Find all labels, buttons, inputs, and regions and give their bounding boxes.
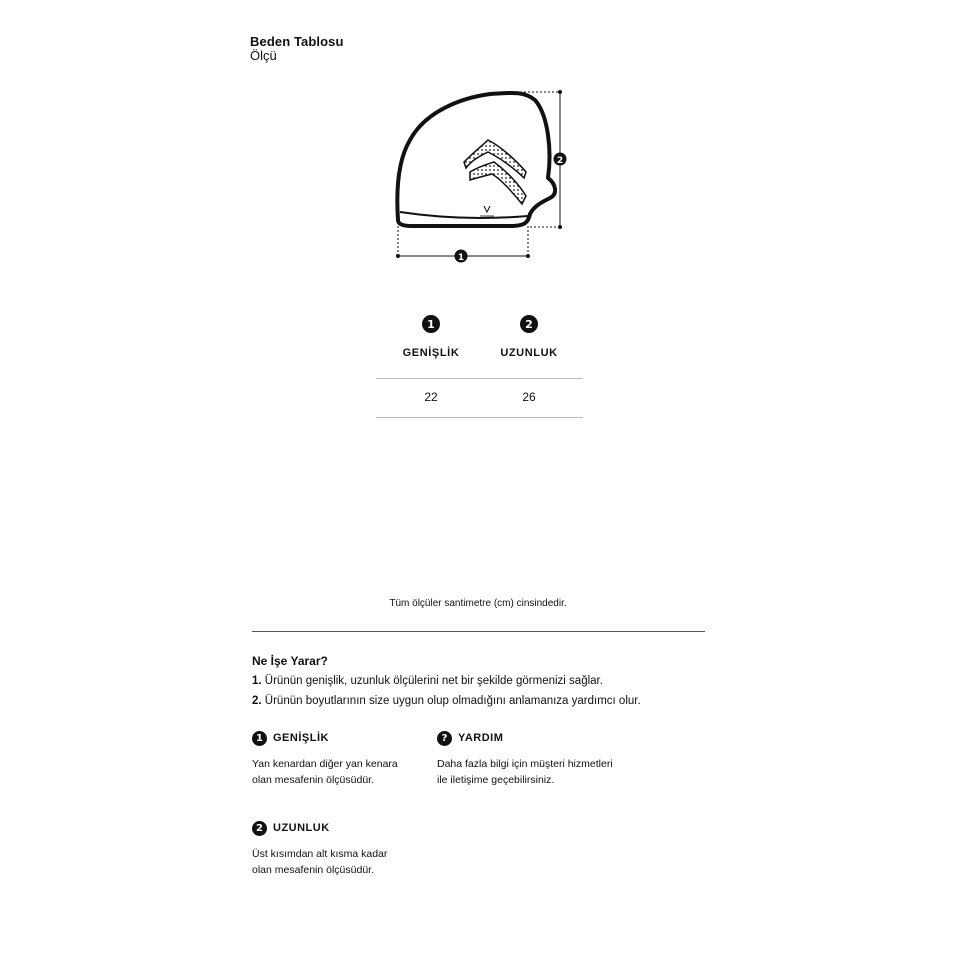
width-section-badge: 1: [252, 731, 267, 746]
length-section-title: UZUNLUK: [273, 822, 330, 834]
section-divider: [252, 631, 705, 632]
svg-text:1: 1: [457, 253, 465, 263]
page-title: Beden Tablosu: [250, 34, 344, 49]
width-marker: [455, 250, 468, 264]
width-section-description: Yan kenardan diğer yan kenara olan mesafenin ölçüsüdür.: [252, 758, 398, 786]
length-value: 26: [522, 390, 536, 404]
width-column-header: GENİŞLİK: [402, 347, 460, 359]
length-column-header: UZUNLUK: [500, 347, 558, 359]
help-section-description: Daha fazla bilgi için müşteri hizmetleri ile iletişime geçebilirsiniz.: [437, 758, 613, 786]
height-marker: [554, 153, 567, 167]
help-section-title: YARDIM: [458, 732, 504, 744]
info-item: 1. Ürünün genişlik, uzunluk ölçülerini net bir şekilde görmenizi sağlar.: [252, 675, 603, 687]
info-title: Ne İşe Yarar?: [252, 654, 328, 668]
width-column-badge: 1: [422, 315, 440, 333]
width-section-title: GENİŞLİK: [273, 732, 329, 744]
length-section-badge: 2: [252, 821, 267, 836]
table-divider-top: [376, 378, 583, 379]
page-subtitle: Ölçü: [250, 48, 277, 63]
length-section-description: Üst kısımdan alt kısma kadar olan mesafenin ölçüsüdür.: [252, 848, 388, 876]
table-divider-bottom: [376, 417, 583, 418]
length-column-badge: 2: [520, 315, 538, 333]
svg-text:2: 2: [556, 156, 564, 166]
width-value: 22: [424, 390, 438, 404]
beanie-outline: [397, 93, 555, 226]
help-icon: ?: [437, 731, 452, 746]
info-item: 2. Ürünün boyutlarının size uygun olup olmadığını anlamanıza yardımcı olur.: [252, 695, 641, 707]
beanie-diagram: [380, 80, 590, 270]
unit-note: Tüm ölçüler santimetre (cm) cinsindedir.: [389, 598, 567, 609]
